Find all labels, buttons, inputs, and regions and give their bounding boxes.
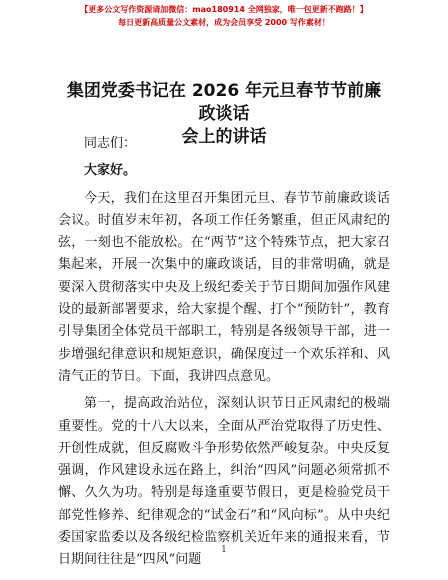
document-body: [58, 133, 390, 572]
greeting: 大家好。: [84, 163, 137, 179]
promo-banner: [0, 4, 448, 29]
promo-banner-line-1: 【更多公文写作资源请加微信：mao180914 全网独家，唯一包更新不跑路！】: [80, 5, 368, 14]
promo-banner-line-2: 每日更新高质量公文素材，成为会员享受 2000 写作素材！: [118, 18, 330, 27]
page-number: 1: [221, 545, 227, 555]
document-title-line-2: 会上的讲话: [181, 127, 267, 147]
paragraph-point-one: 第一，提高政治站位，深刻认识节日正风肃纪的极端重要性。党的十八大以来，全面从严治党取得了历史性、开创性成就，但反腐败斗争形势依然严峻复杂。中央反复强调，作风建设永远在路上，纠治“四风”问题必须常抓不懈、久久为功。特别是每逢重要节假日，更是检验党员干部党性修养、纪律观念的“试金石”和“风向标”。从中央纪委国家监委以及各级纪检监察机关近年来的通报来看，节日期间往往是“四风”问题: [58, 396, 390, 568]
paragraph-opening: 今天，我们在这里召开集团元旦、春节节前廉政谈话会议。时值岁末年初，各项工作任务繁重，但正风肃纪的弦，一刻也不能放松。在“两节”这个特殊节点，把大家召集起来，开展一次集中的廉政谈话，目的非常明确，就是要深入贯彻落实中央及上级纪委关于节日期间加强作风建设的最新部署要求，给大家提个醒、打个“预防针”，教育引导集团全体党员干部职工，特别是各级领导干部，进一步增强纪律意识和规矩意识，确保度过一个欢乐祥和、风清气正的节日。下面，我讲四点意见。: [58, 190, 390, 384]
salutation: 同志们：: [84, 136, 137, 151]
document-title-line-1: 集团党委书记在 2026 年元旦春节节前廉政谈话: [66, 81, 382, 124]
